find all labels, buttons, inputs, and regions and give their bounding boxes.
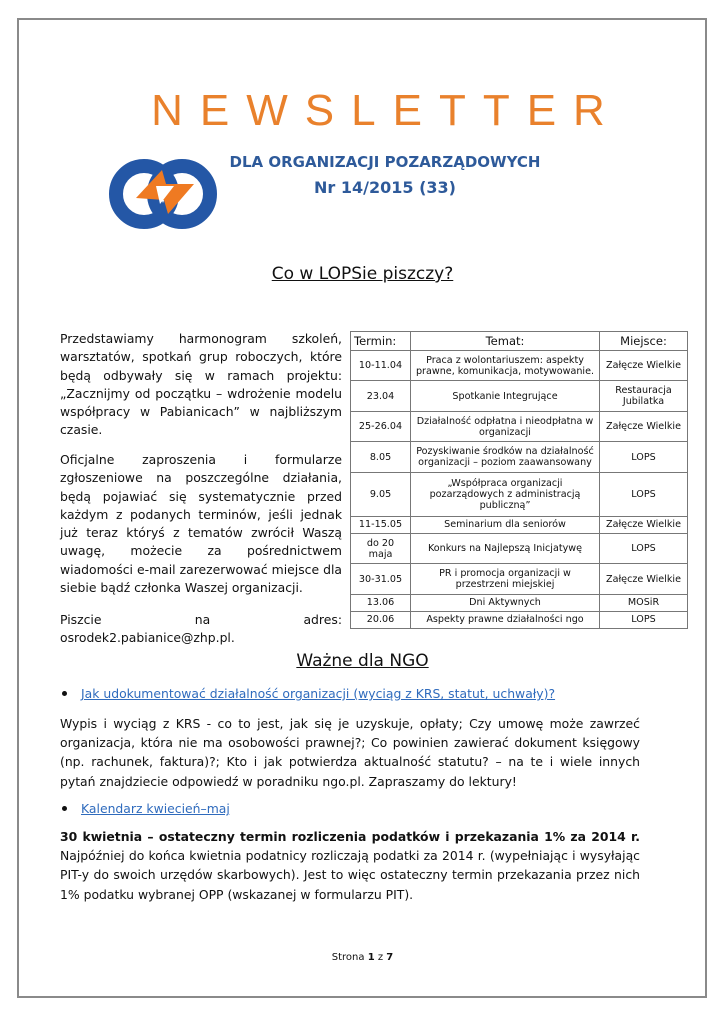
bullet-icon — [62, 806, 67, 811]
table-row — [351, 381, 688, 411]
cell-miejsce: Załęcze Wielkie — [600, 564, 688, 594]
section-heading-lops: Co w LOPSie piszczy? — [271, 264, 454, 284]
cell-temat: Dni Aktywnych — [411, 594, 600, 611]
current-page: 1 — [367, 952, 375, 963]
cell-miejsce: Restauracja Jubilatka — [600, 381, 688, 411]
intro-paragraph: Przedstawiamy harmonogram szkoleń, warsztatów, spotkań grup roboczych, które będą odbywały się w ramach projektu: „Zacznijmy od początku – wdrożenie modelu współpracy w Pabianicach” w najbliższym czasie. — [60, 331, 342, 438]
cell-termin: 23.04 — [351, 381, 411, 411]
newsletter-title: NEWSLETTER — [151, 86, 622, 135]
tax-deadline-text: Najpóźniej do końca kwietnia podatnicy rozliczają podatki za 2014 r. (wypełniając i wysyłając PIT-y do swoich urzędów skarbowych). Jest to więc ostateczny termin przekazania przez nich 1% podatku wybranej OPP (wskazanej w formularzu PIT). — [60, 848, 640, 902]
table-row — [351, 564, 688, 594]
cell-temat: Seminarium dla seniorów — [411, 516, 600, 533]
cell-temat: „Współpraca organizacji pozarządowych z administracją publiczną” — [411, 472, 600, 516]
cell-miejsce: Załęcze Wielkie — [600, 351, 688, 381]
header-temat: Temat: — [411, 332, 600, 351]
cell-temat: PR i promocja organizacji w przestrzeni miejskiej — [411, 564, 600, 594]
page-footer — [0, 952, 725, 963]
cell-temat: Pozyskiwanie środków na działalność organizacji – poziom zaawansowany — [411, 442, 600, 472]
cell-termin: 9.05 — [351, 472, 411, 516]
header-termin: Termin: — [351, 332, 411, 351]
cell-termin: 13.06 — [351, 594, 411, 611]
bullet-item-krs — [62, 686, 555, 701]
cell-temat: Działalność odpłatna i nieodpłatna w organizacji — [411, 411, 600, 441]
table-row — [351, 442, 688, 472]
table-row — [351, 472, 688, 516]
footer-prefix: Strona — [331, 952, 368, 963]
cell-miejsce: LOPS — [600, 533, 688, 563]
issue-number: Nr 14/2015 (33) — [314, 178, 456, 197]
cell-temat: Praca z wolontariuszem: aspekty prawne, komunikacja, motywowanie. — [411, 351, 600, 381]
subtitle-organizations: DLA ORGANIZACJI POZARZĄDOWYCH — [229, 153, 541, 171]
schedule-table — [350, 331, 688, 629]
link-calendar[interactable]: Kalendarz kwiecień–maj — [81, 801, 230, 816]
cell-termin: 8.05 — [351, 442, 411, 472]
section-heading-ngo: Ważne dla NGO — [296, 651, 429, 671]
link-krs-guide[interactable]: Jak udokumentować działalność organizacji (wyciąg z KRS, statut, uchwały)? — [81, 686, 556, 701]
cell-termin: 20.06 — [351, 611, 411, 628]
table-row — [351, 411, 688, 441]
cell-termin: 11-15.05 — [351, 516, 411, 533]
invitation-paragraph: Oficjalne zaproszenia i formularze zgłoszeniowe na poszczególne działania, będą pojawiać się systematycznie przed każdym z podanych terminów, jeśli jednak już teraz któryś z tematów zwrócił Waszą uwagę, możecie za pośrednictwem wiadomości e-mail zarezerwować miejsce dla siebie bądź członka Waszej organizacji. — [60, 452, 342, 596]
cell-miejsce: Załęcze Wielkie — [600, 411, 688, 441]
bullet-item-calendar — [62, 801, 230, 816]
tax-deadline-paragraph — [60, 827, 640, 904]
cell-temat: Spotkanie Integrujące — [411, 381, 600, 411]
table-row — [351, 533, 688, 563]
contact-paragraph: Piszcie na adres: osrodek2.pabianice@zhp.pl. — [60, 612, 342, 646]
table-row — [351, 594, 688, 611]
table-header-row — [351, 332, 688, 351]
table-row — [351, 611, 688, 628]
total-pages: 7 — [386, 952, 394, 963]
cell-temat: Konkurs na Najlepszą Inicjatywę — [411, 533, 600, 563]
table-row — [351, 516, 688, 533]
table-row — [351, 351, 688, 381]
cell-miejsce: LOPS — [600, 611, 688, 628]
tax-deadline-bold: 30 kwietnia – ostateczny termin rozliczenia podatków i przekazania 1% za 2014 r. — [60, 829, 640, 844]
cell-termin: 30-31.05 — [351, 564, 411, 594]
bullet-icon — [62, 691, 67, 696]
cell-termin: 10-11.04 — [351, 351, 411, 381]
cell-miejsce: LOPS — [600, 472, 688, 516]
cell-miejsce: LOPS — [600, 442, 688, 472]
cell-miejsce: MOSiR — [600, 594, 688, 611]
cell-temat: Aspekty prawne działalności ngo — [411, 611, 600, 628]
cell-termin: 25-26.04 — [351, 411, 411, 441]
cell-miejsce: Załęcze Wielkie — [600, 516, 688, 533]
header-miejsce: Miejsce: — [600, 332, 688, 351]
cell-termin: do 20 maja — [351, 533, 411, 563]
krs-description: Wypis i wyciąg z KRS - co to jest, jak się je uzyskuje, opłaty; Czy umowę może zawrzeć organizacja, która nie ma osobowości prawnej?; Co powinien zawierać dokument księgowy (np. rachunek, faktura)?; Kto i jak potwierdza aktualność statutu? – na te i wiele innych pytań znajdziecie odpowiedź w poradniku ngo.pl. Zapraszamy do lektury! — [60, 716, 640, 789]
footer-sep: z — [374, 952, 387, 963]
